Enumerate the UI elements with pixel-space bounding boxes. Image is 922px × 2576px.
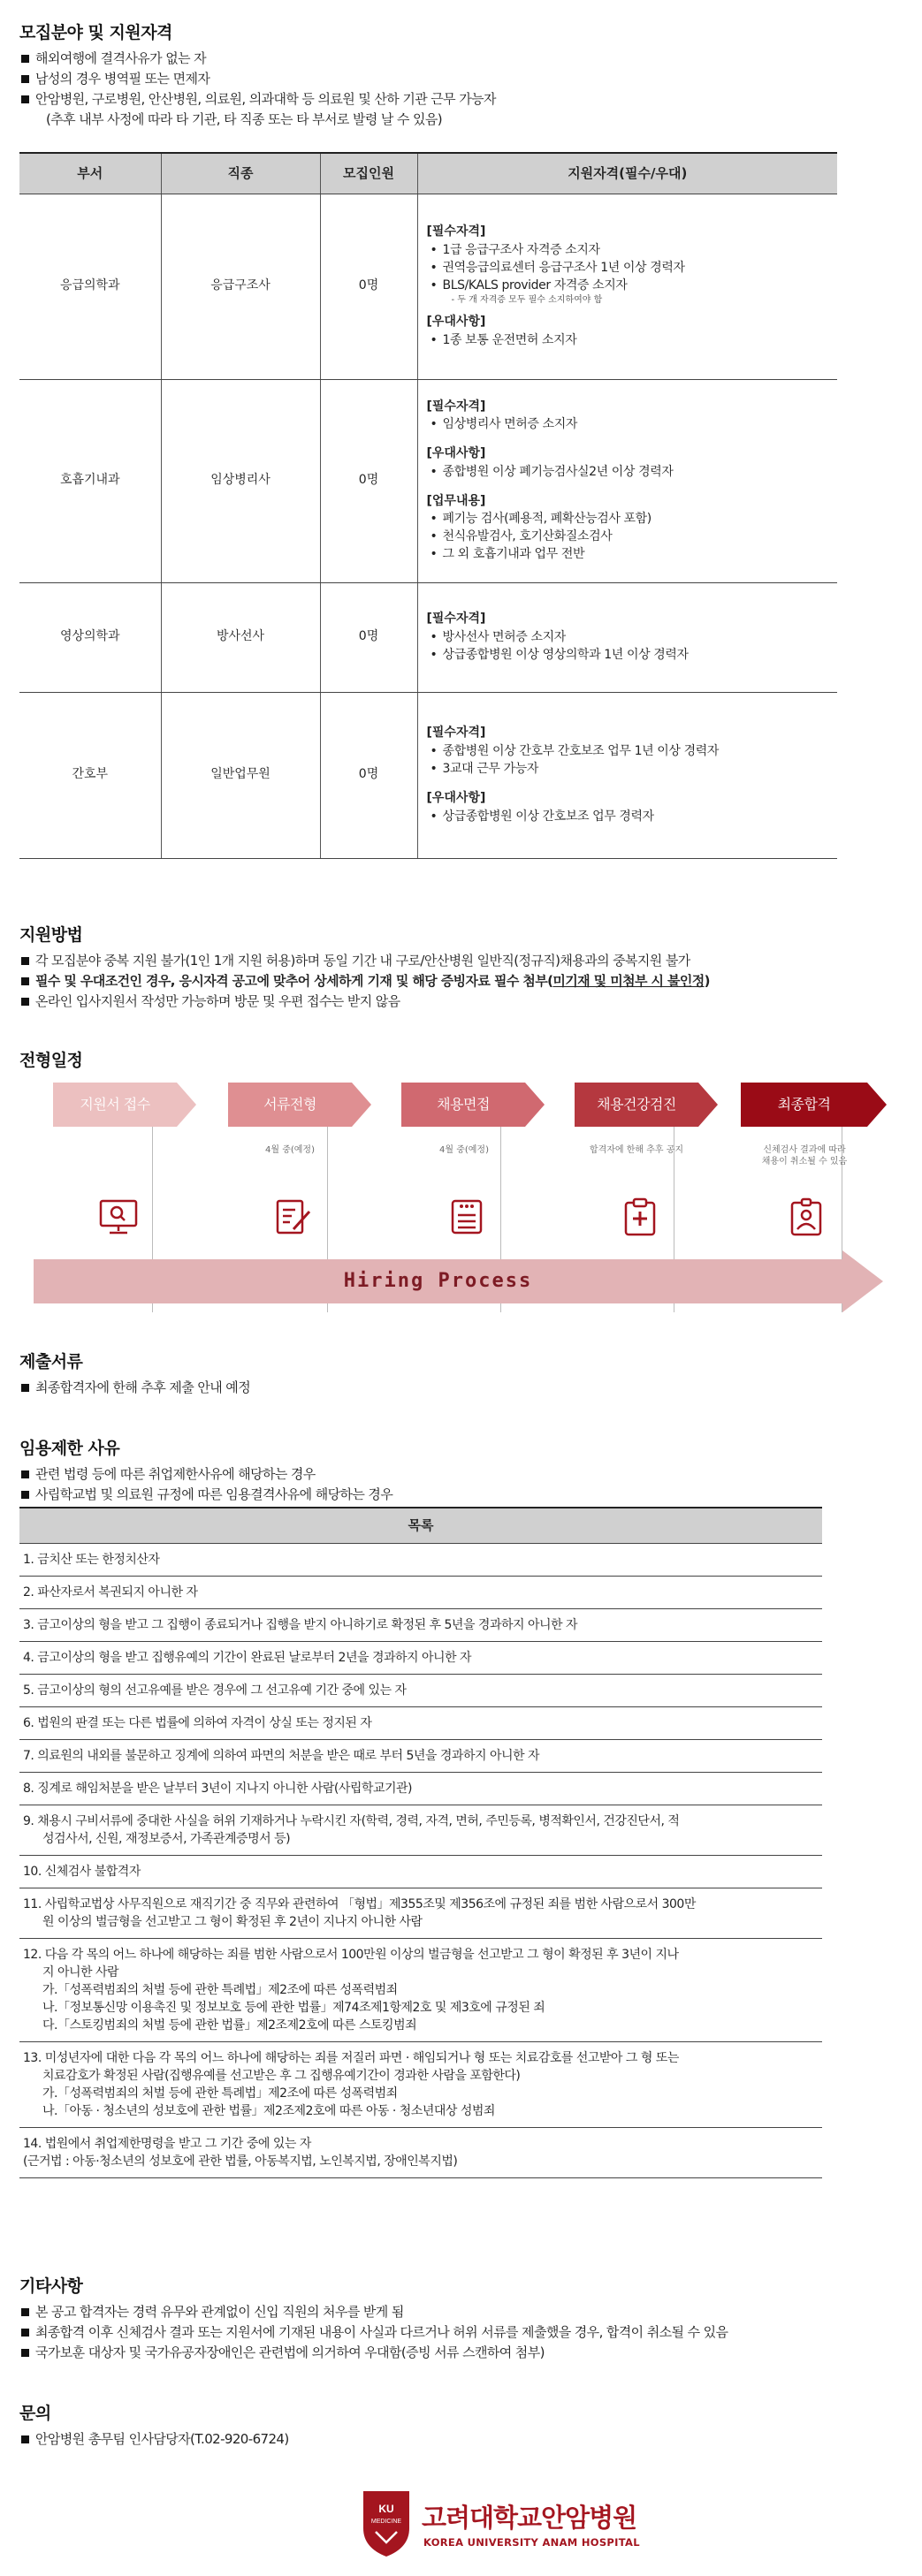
disqualification-line: 12. 다음 각 목의 어느 하나에 해당하는 죄를 범한 사람으로서 100만원 이상의 벌금형을 선고받고 그 형이 확정된 후 3년이 지나 [23,1947,679,1962]
disqualification-line: 성검사서, 신원, 재정보증서, 가족관계증명서 등) [42,1831,291,1846]
apply-title: 지원방법 [19,925,83,945]
qual-item: • 천식유발검사, 호기산화질소검사 [427,528,829,545]
etc-bullet-3: 국가보훈 대상자 및 국가유공자장애인은 관련법에 의거하여 우대함(증빙 서류 스캔하여 첨부) [19,2343,903,2363]
documents-section [19,1350,903,1398]
table-row [19,1772,822,1805]
disqualification-table [19,1507,822,2178]
schedule-title: 전형일정 [19,1051,83,1070]
interview-card-icon [446,1196,488,1238]
disqualification-item [19,1855,822,1888]
job-cell: 임상병리사 [161,379,320,582]
dept-cell: 응급의학과 [19,194,161,379]
qual-item: • 3교대 근무 가능자 [427,760,829,778]
qualification-cell [417,194,837,379]
table-row [19,2041,822,2127]
step-arrow-tip [177,1083,196,1127]
disqualification-line: 10. 신체검사 불합격자 [23,1864,141,1879]
recruit-title: 모집분야 및 지원자격 [19,23,172,42]
disqualification-item [19,1543,822,1576]
disqualification-line: 11. 사립학교법상 사무직원으로 재직기간 중 직무와 관련하여 「형법」제355조및 제356조에 규정된 죄를 범한 사람으로서 300만 [23,1896,696,1911]
qual-heading: [필수자격] [426,726,486,741]
recruit-table-header [19,153,837,194]
step-arrow-tip [698,1083,718,1127]
disqualification-line: 1. 금치산 또는 한정치산자 [23,1552,160,1567]
apply-bullet-2 [19,971,903,992]
header-qualification: 지원자격(필수/우대) [417,153,837,194]
disqualification-line: 2. 파산자로서 복권되지 아니한 자 [23,1584,198,1600]
disqualification-line: 나.「정보통신망 이용촉진 및 정보보호 등에 관한 법률」제74조제1항제2호 및 제3호에 규정된 죄 [42,2000,545,2015]
disqualification-item [19,1674,822,1706]
table-row [19,692,837,858]
recruit-note: (추후 내부 사정에 따라 타 기관, 타 직종 또는 타 부서로 발령 날 수 있음) [46,110,443,127]
count-cell: 0명 [320,692,417,858]
step-arrow-tip [525,1083,545,1127]
qual-item: • 상급종합병원 이상 간호보조 업무 경력자 [427,808,829,825]
dept-cell: 호흡기내과 [19,379,161,582]
apply-bullet-3: 온라인 입사지원서 작성만 가능하며 방문 및 우편 접수는 받지 않음 [19,992,903,1012]
disqualification-item [19,1608,822,1641]
disqualification-line: 원 이상의 벌금형을 선고받고 그 형이 확정된 후 2년이 지나지 아니한 사람 [42,1914,423,1929]
documents-bullet-1: 최종합격자에 한해 추후 제출 안내 예정 [19,1378,903,1398]
disqualification-line: 8. 징계로 해임처분을 받은 날부터 3년이 지나지 아니한 사람(사립학교기관) [23,1781,412,1796]
disqualification-item [19,1641,822,1674]
table-row [19,2127,822,2177]
table-row [19,1608,822,1641]
disqualification-line: 4. 금고이상의 형을 받고 집행유예의 기간이 완료된 날로부터 2년을 경과하지 아니한 자 [23,1650,472,1665]
table-row [19,1641,822,1674]
header-dept: 부서 [19,153,161,194]
disqualification-item [19,1772,822,1805]
job-cell: 방사선사 [161,582,320,692]
restrict-title: 임용제한 사유 [19,1439,120,1458]
count-cell: 0명 [320,582,417,692]
recruit-bullets [19,49,903,110]
etc-bullet-1: 본 공고 합격자는 경력 유무와 관계없이 신입 직원의 처우를 받게 됨 [19,2302,903,2322]
id-badge-icon [785,1196,827,1238]
step-note-line: 채용이 취소될 수 있음 [761,1157,848,1166]
logo-name-korean: 고려대학교안암병원 [422,2503,637,2533]
qual-heading: [필수자격] [426,399,486,414]
restrict-bullet-1: 관련 법령 등에 따른 취업제한사유에 해당하는 경우 [19,1464,903,1485]
recruit-bullet-3: 안암병원, 구로병원, 안산병원, 의료원, 의과대학 등 의료원 및 산하 기관 근무 가능자 [19,89,903,110]
step-note: 4월 중(예정) [439,1145,489,1155]
apply-bullet-2-underline: 미기재 및 미첨부 시 불인정 [552,972,705,989]
contact-title: 문의 [19,2404,51,2423]
etc-section [19,2275,903,2363]
step-note: 4월 중(예정) [265,1145,315,1155]
document-edit-icon [272,1196,315,1238]
logo-name-english: KOREA UNIVERSITY ANAM HOSPITAL [423,2536,640,2549]
apply-bullet-1: 각 모집분야 중복 지원 불가(1인 1개 지원 허용)하며 동일 기간 내 구로/안산병원 일반직(정규직)채용과의 중복지원 불가 [19,951,903,971]
qual-heading: [필수자격] [426,612,486,627]
table-row [19,1938,822,2041]
qual-item: • 방사선사 면허증 소지자 [427,628,829,646]
contact-section [19,2402,903,2450]
step-arrow-tip [867,1083,887,1127]
medical-clipboard-icon [619,1196,661,1238]
qual-item: • 종합병원 이상 폐기능검사실2년 이상 경력자 [427,463,829,481]
process-step-document [228,1083,352,1127]
restrict-bullets [19,1464,903,1505]
step-label: 채용면접 [437,1095,490,1113]
table-row [19,379,837,582]
table-row [19,1805,822,1855]
disqualification-line: 5. 금고이상의 형의 선고유예를 받은 경우에 그 선고유예 기간 중에 있는 자 [23,1683,407,1698]
qual-note: - 두 개 자격증 모두 필수 소지하여야 함 [451,295,603,305]
apply-bullets [19,951,903,1012]
contact-bullet-1: 안암병원 총무팀 인사담당자(T.02-920-6724) [19,2429,903,2450]
table-row [19,1739,822,1772]
disqualification-line: 가.「성폭력범죄의 처벌 등에 관한 특례법」제2조에 따른 성폭력범죄 [42,1982,398,1997]
recruit-table [19,152,837,859]
table-row [19,1543,822,1576]
job-cell: 응급구조사 [161,194,320,379]
list-header: 목록 [19,1508,822,1543]
process-step-apply [53,1083,177,1127]
table-row [19,1855,822,1888]
contact-bullets [19,2429,903,2450]
disqualification-item [19,2041,822,2127]
qual-item: • 임상병리사 면허증 소지자 [427,415,829,433]
qualification-cell [417,582,837,692]
dept-cell: 간호부 [19,692,161,858]
step-label: 지원서 접수 [80,1095,150,1113]
disqualification-item [19,1888,822,1938]
disqualification-item [19,1576,822,1608]
disqualification-item [19,1805,822,1855]
etc-bullets [19,2302,903,2363]
table-row [19,194,837,379]
disqualification-body [19,1543,822,2177]
disqualification-item [19,2127,822,2177]
disqualification-line: 치료감호가 확정된 사람(집행유예를 선고받은 후 그 집행유예기간이 경과한 사람을 포함한다) [42,2068,521,2083]
job-cell: 일반업무원 [161,692,320,858]
hiring-process [34,1083,887,1312]
process-step-final [741,1083,867,1127]
disqualification-line: 14. 법원에서 취업제한명령을 받고 그 기간 중에 있는 자 [23,2136,311,2151]
count-cell: 0명 [320,379,417,582]
qual-item: • 상급종합병원 이상 영상의학과 1년 이상 경력자 [427,646,829,664]
disqualification-line: (근거법 : 아동·청소년의 성보호에 관한 법률, 아동복지법, 노인복지법, 장애인복지법) [23,2154,458,2169]
apply-section [19,923,903,1012]
hospital-logo [358,2488,663,2558]
step-note: 합격자에 한해 추후 공지 [589,1145,684,1155]
header-count: 모집인원 [320,153,417,194]
monitor-search-icon [97,1196,140,1238]
disqualification-line: 13. 미성년자에 대한 다음 각 목의 어느 하나에 해당하는 죄를 저질러 파면 · 해임되거나 형 또는 치료감호를 선고받아 그 형 또는 [23,2050,679,2065]
header-job: 직종 [161,153,320,194]
table-row [19,1674,822,1706]
disqualification-item [19,1706,822,1739]
table-row [19,582,837,692]
table-row [19,1888,822,1938]
documents-bullets [19,1378,903,1398]
etc-bullet-2: 최종합격 이후 신체검사 결과 또는 지원서에 기재된 내용이 사실과 다르거나 허위 서류를 제출했을 경우, 합격이 취소될 수 있음 [19,2322,903,2343]
qual-item: • 1급 응급구조사 자격증 소지자 [427,241,829,259]
count-cell: 0명 [320,194,417,379]
apply-bullet-2-end: ) [704,972,710,989]
qual-heading: [우대사항] [426,791,486,805]
qual-heading: [우대사항] [426,446,486,461]
disqualification-line: 9. 채용시 구비서류에 중대한 사실을 허위 기재하거나 누락시킨 자(학력, 경력, 자격, 면허, 주민등록, 병적확인서, 건강진단서, 적 [23,1813,680,1828]
recruit-section [19,21,903,130]
qualification-cell [417,692,837,858]
hiring-process-arrow-tip [842,1250,883,1312]
qual-heading: [업무내용] [426,493,486,508]
table-row [19,1576,822,1608]
qual-item: • 권역응급의료센터 응급구조사 1년 이상 경력자 [427,259,829,277]
disqualification-line: 지 아니한 사람 [42,1964,119,1979]
disqualification-item [19,1938,822,2041]
restrict-bullet-2: 사립학교법 및 의료원 규정에 따른 임용결격사유에 해당하는 경우 [19,1485,903,1505]
qual-item: • BLS/KALS provider 자격증 소지자 [427,277,829,294]
step-note [738,1144,871,1167]
disqualification-line: 3. 금고이상의 형을 받고 그 집행이 종료되거나 집행을 받지 아니하기로 확정된 후 5년을 경과하지 아니한 자 [23,1617,578,1632]
step-label: 서류전형 [263,1095,316,1113]
apply-bullet-2-text: 필수 및 우대조건인 경우, 응시자격 공고에 맞추어 상세하게 기재 및 해당 증빙자료 필수 첨부( [35,972,553,989]
process-step-health-check [575,1083,698,1127]
hiring-process-label: Hiring Process [343,1269,533,1292]
disqualification-item [19,1739,822,1772]
restrict-section [19,1437,903,1505]
recruit-bullet-2: 남성의 경우 병역필 또는 면제자 [19,69,903,89]
qual-item: • 1종 보통 운전면허 소지자 [427,331,829,349]
schedule-section [19,1049,903,1073]
step-label: 최종합격 [777,1095,831,1113]
step-arrow-tip [352,1083,371,1127]
recruit-bullet-1: 해외여행에 결격사유가 없는 자 [19,49,903,69]
documents-title: 제출서류 [19,1352,83,1372]
qualification-cell [417,379,837,582]
disqualification-line: 가.「성폭력범죄의 처벌 등에 관한 특례법」제2조에 따른 성폭력범죄 [42,2086,398,2101]
svg-text:KU: KU [378,2503,394,2515]
disqualification-header [19,1508,822,1543]
qual-heading: [필수자격] [426,224,486,239]
disqualification-line: 다.「스토킹범죄의 처벌 등에 관한 법률」제2조제2호에 따른 스토킹범죄 [42,2017,417,2033]
step-note-line: 신체검사 결과에 따라 [763,1145,846,1155]
ku-medicine-emblem-icon [358,2488,415,2558]
svg-text:MEDICINE: MEDICINE [370,2519,402,2525]
disqualification-line: 6. 법원의 판결 또는 다른 법률에 의하여 자격이 상실 또는 정지된 자 [23,1715,372,1730]
qual-item: • 폐기능 검사(폐용적, 폐확산능검사 포함) [427,510,829,528]
qual-heading: [우대사항] [426,315,486,329]
dept-cell: 영상의학과 [19,582,161,692]
etc-title: 기타사항 [19,2276,83,2296]
disqualification-line: 나.「아동 · 청소년의 성보호에 관한 법률」제2조제2호에 따른 아동 · 청소년대상 성범죄 [42,2103,495,2118]
qual-item: • 그 외 호흡기내과 업무 전반 [427,545,829,563]
qual-item: • 종합병원 이상 간호부 간호보조 업무 1년 이상 경력자 [427,742,829,760]
process-step-interview [401,1083,525,1127]
disqualification-line: 7. 의료원의 내외를 불문하고 징계에 의하여 파면의 처분을 받은 때로 부터 5년을 경과하지 아니한 자 [23,1748,540,1763]
step-label: 채용건강검진 [597,1095,676,1113]
table-row [19,1706,822,1739]
